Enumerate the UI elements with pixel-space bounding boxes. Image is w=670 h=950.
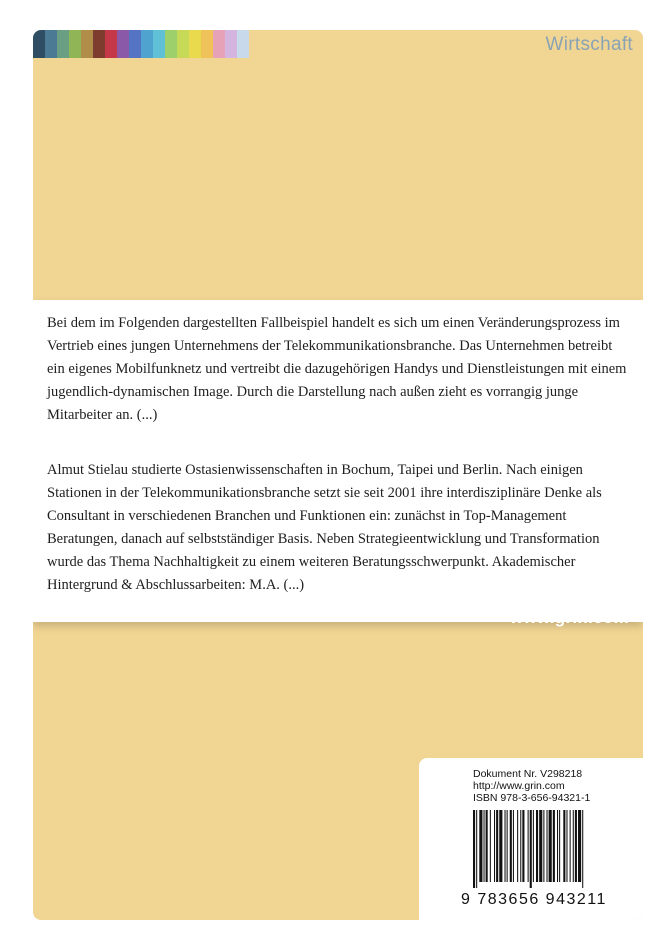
color-stripe xyxy=(69,30,81,58)
barcode-bar xyxy=(473,810,475,888)
barcode-bar xyxy=(496,810,498,882)
barcode-box xyxy=(419,758,643,920)
barcode-bar xyxy=(582,810,583,888)
barcode-bar xyxy=(533,810,534,882)
barcode-bar xyxy=(539,810,542,882)
color-stripe xyxy=(213,30,225,58)
color-stripe xyxy=(81,30,93,58)
barcode-bar xyxy=(499,810,502,882)
color-stripes xyxy=(33,30,249,58)
barcode-bar xyxy=(549,810,552,882)
barcode-bar xyxy=(486,810,488,882)
barcode-bar xyxy=(513,810,514,882)
barcode-bar xyxy=(543,810,544,882)
book-cover xyxy=(33,30,643,920)
color-stripe xyxy=(225,30,237,58)
color-stripe xyxy=(93,30,105,58)
color-stripe xyxy=(165,30,177,58)
barcode-bar xyxy=(490,810,491,882)
color-stripe xyxy=(177,30,189,58)
color-stripe xyxy=(201,30,213,58)
barcode-bar xyxy=(494,810,495,882)
barcode-bar xyxy=(559,810,560,882)
barcode-bar xyxy=(573,810,574,882)
color-stripe xyxy=(105,30,117,58)
barcode-bar xyxy=(520,810,521,882)
color-stripe xyxy=(33,30,45,58)
barcode-bar xyxy=(553,810,555,882)
document-number: Dokument Nr. V298218 xyxy=(473,768,583,780)
summary-paragraph: Bei dem im Folgenden dargestellten Fallbeispiel handelt es sich um einen Veränderungsprozess im Vertrieb eines jungen Unternehmens der Telekommunikationsbranche. Das Unternehmen betreibt ein eigenes Mobilfunknetz und vertreibt die dazugehörigen Handys und Dienstleistungen mit einem jugendlich-dynamischen Image. Durch die Darstellung nach außen zieht es vorrangig junge Mitarbeiter an. (...) xyxy=(47,315,627,423)
barcode-bar xyxy=(479,810,482,882)
barcode-bar xyxy=(505,810,506,882)
barcode-bar xyxy=(510,810,512,882)
barcode-bar xyxy=(570,810,571,882)
barcode-bar xyxy=(563,810,565,882)
color-stripe xyxy=(129,30,141,58)
color-stripe xyxy=(237,30,249,58)
barcode-bar xyxy=(528,810,529,882)
barcode-bar xyxy=(557,810,558,882)
barcode-bar xyxy=(507,810,508,882)
category-label: Wirtschaft xyxy=(545,34,633,55)
document-info xyxy=(473,768,590,804)
color-stripe xyxy=(189,30,201,58)
barcode-bar xyxy=(484,810,485,882)
barcode-bar xyxy=(522,810,524,882)
color-stripe xyxy=(117,30,129,58)
color-stripe xyxy=(45,30,57,58)
barcode-bar xyxy=(578,810,581,882)
barcode-bar xyxy=(536,810,538,882)
isbn: ISBN 978-3-656-94321-1 xyxy=(473,792,591,804)
color-stripe xyxy=(141,30,153,58)
color-stripe xyxy=(57,30,69,58)
author-bio-paragraph: Almut Stielau studierte Ostasienwissenschaften in Bochum, Taipei und Berlin. Nach einigen Stationen in der Telekommunikationsbranche setzt sie seit 2001 ihre interdisziplinäre Denke als Consultant in verschiedenen Branchen und Funktionen ein: zunächst in Top-Management Beratungen, danach auf selbstständiger Basis. Neben Strategieentwicklung und Transformation wurde das Thema Nachhaltigkeit zu einem weiteren Beratungsschwerpunkt. Akademischer Hintergrund & Abschlussarbeiten: M.A. (...) xyxy=(47,462,602,593)
publisher-website: www.grin.com xyxy=(509,608,629,627)
barcode-bar xyxy=(575,810,577,882)
isbn-barcode xyxy=(471,810,631,888)
barcode-bar xyxy=(476,810,477,888)
barcode-digits: 9 783656 943211 xyxy=(461,891,607,908)
barcode-bar xyxy=(566,810,567,882)
description-panel xyxy=(33,300,643,622)
color-stripe xyxy=(153,30,165,58)
document-url: http://www.grin.com xyxy=(473,780,565,792)
barcode-bar xyxy=(547,810,548,882)
barcode-bar xyxy=(530,810,532,888)
barcode-bar xyxy=(517,810,518,882)
